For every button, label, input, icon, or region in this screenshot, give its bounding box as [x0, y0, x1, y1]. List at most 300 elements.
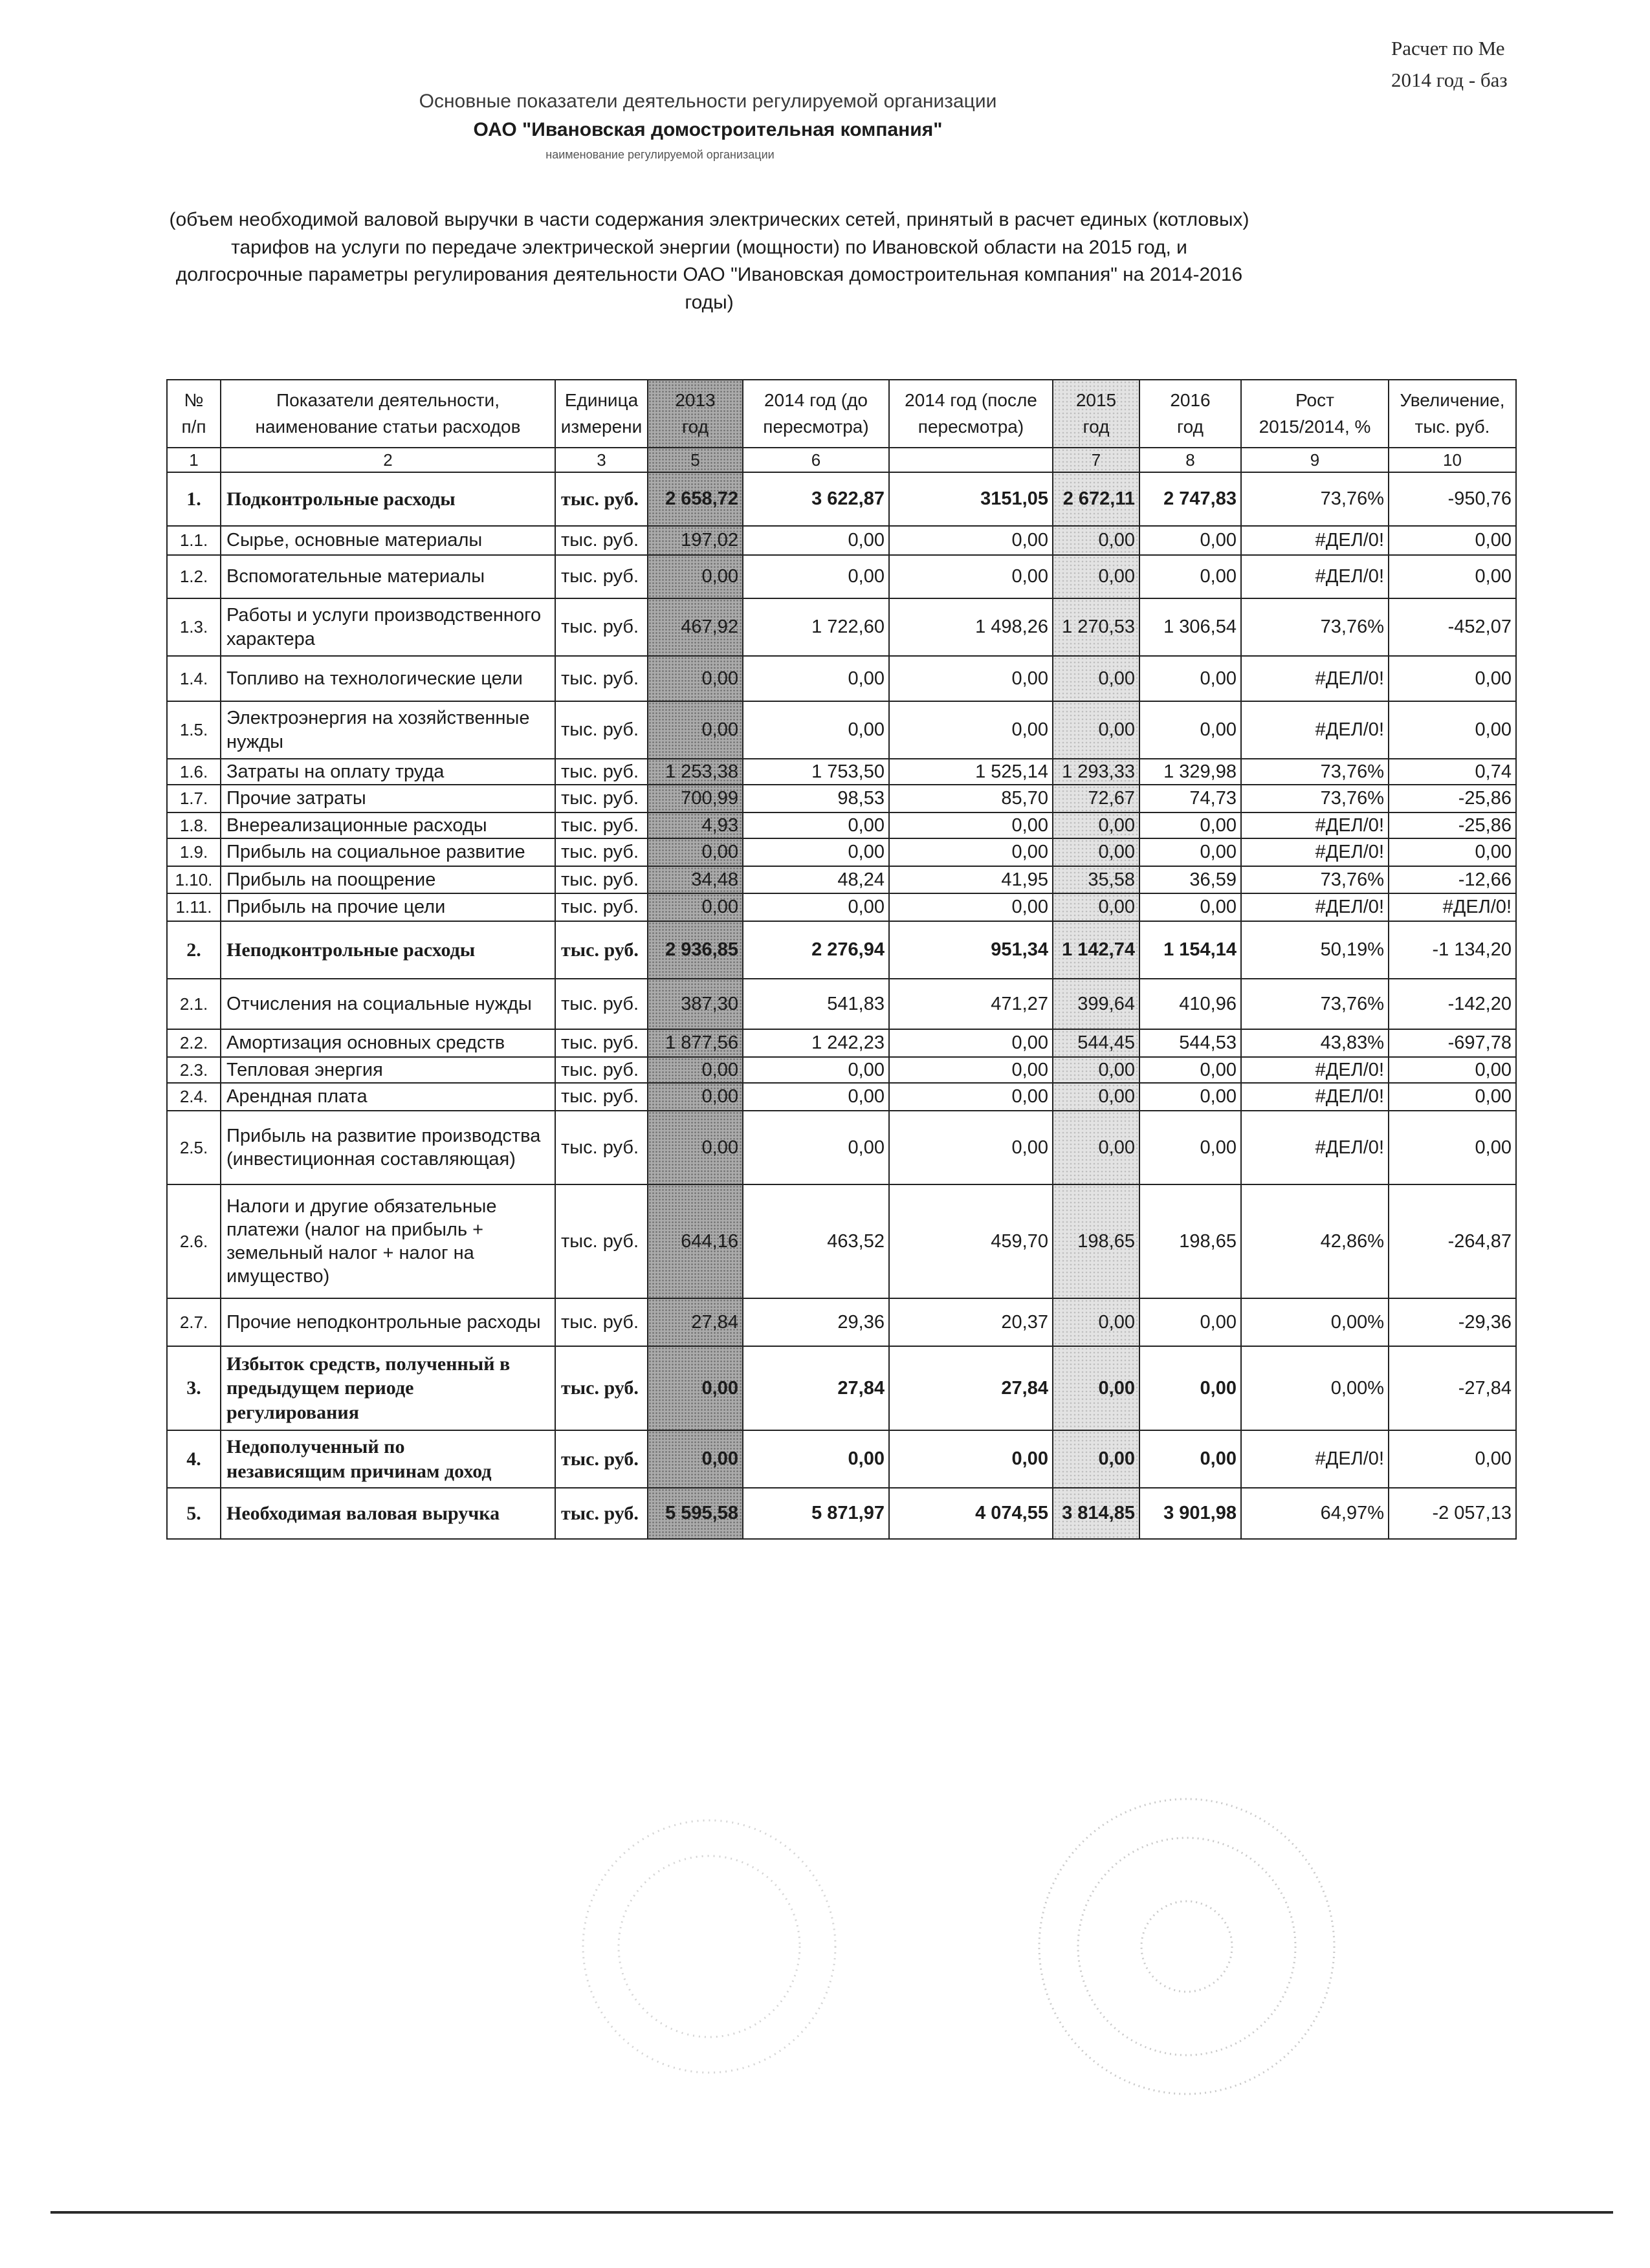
value-2016: 1 329,98	[1139, 759, 1241, 785]
column-header-line: 2013	[675, 389, 716, 410]
row-label-line: Внереализационные расходы	[226, 814, 487, 836]
row-label	[221, 1346, 555, 1430]
row-number: 1.11.	[167, 893, 221, 921]
value-2015: 544,45	[1053, 1029, 1139, 1057]
row-number: 1.7.	[167, 785, 221, 812]
row-label-line: Избыток средств, полученный в	[226, 1353, 511, 1375]
value-2013: 1 877,56	[648, 1029, 743, 1057]
table-row	[167, 1184, 1516, 1298]
description-line: годы)	[685, 292, 734, 314]
value-2014-before-revision: 27,84	[743, 1346, 889, 1430]
table-row	[167, 893, 1516, 921]
value-2014-before-revision: 1 753,50	[743, 759, 889, 785]
row-label-line: Тепловая энергия	[226, 1059, 383, 1080]
organization-name: ОАО "Ивановская домостроительная компания"	[473, 119, 943, 140]
value-2016: 36,59	[1139, 866, 1241, 893]
column-header-line: 2016	[1170, 389, 1211, 410]
column-header-line: 2014 год (после	[905, 389, 1037, 410]
unit: тыс. руб.	[555, 1057, 648, 1083]
value-2014-after-revision: 41,95	[889, 866, 1053, 893]
row-label-line: Электроэнергия на хозяйственные	[226, 708, 530, 729]
value-2014-before-revision: 0,00	[743, 812, 889, 838]
value-2015: 0,00	[1053, 526, 1139, 555]
table-row	[167, 979, 1516, 1029]
value-2013: 644,16	[648, 1184, 743, 1298]
row-label-line: земельный налог + налог на	[226, 1243, 474, 1263]
value-2016: 0,00	[1139, 555, 1241, 598]
table-row	[167, 785, 1516, 812]
value-2015: 0,00	[1053, 1057, 1139, 1083]
value-2014-before-revision: 0,00	[743, 555, 889, 598]
column-header-value-2014-before-revision	[743, 380, 889, 448]
row-label	[221, 921, 555, 979]
column-header-unit	[555, 380, 648, 448]
column-number: 6	[743, 448, 889, 472]
table-row	[167, 866, 1516, 893]
value-2014-after-revision: 0,00	[889, 812, 1053, 838]
row-label	[221, 759, 555, 785]
row-label-line: предыдущем периоде	[226, 1377, 414, 1399]
value-2016: 1 306,54	[1139, 598, 1241, 656]
value-2014-before-revision: 0,00	[743, 1111, 889, 1184]
row-label	[221, 1057, 555, 1083]
unit: тыс. руб.	[555, 866, 648, 893]
column-header-line: пересмотра)	[918, 416, 1024, 437]
value-2014-before-revision: 0,00	[743, 701, 889, 759]
growth-2015-2014: 73,76%	[1241, 866, 1389, 893]
row-label-line: Прибыль на поощрение	[226, 869, 436, 890]
column-header-line: Показатели деятельности,	[276, 389, 500, 410]
unit: тыс. руб.	[555, 979, 648, 1029]
column-header-line: 2015/2014, %	[1259, 416, 1371, 437]
increase: 0,00	[1389, 526, 1516, 555]
value-2015: 0,00	[1053, 1083, 1139, 1111]
row-number: 1.3.	[167, 598, 221, 656]
column-header-line: Увеличение,	[1400, 389, 1505, 410]
value-2014-after-revision: 20,37	[889, 1298, 1053, 1346]
growth-2015-2014: 73,76%	[1241, 785, 1389, 812]
value-2013: 0,00	[648, 1346, 743, 1430]
row-label-line: имущество)	[226, 1266, 330, 1287]
value-2013: 5 595,58	[648, 1488, 743, 1539]
unit: тыс. руб.	[555, 1430, 648, 1488]
row-number: 2.6.	[167, 1184, 221, 1298]
unit: тыс. руб.	[555, 598, 648, 656]
growth-2015-2014: #ДЕЛ/0!	[1241, 526, 1389, 555]
unit: тыс. руб.	[555, 921, 648, 979]
column-number: 7	[1053, 448, 1139, 472]
row-label-line: Прочие неподконтрольные расходы	[226, 1311, 541, 1333]
table-row	[167, 812, 1516, 838]
growth-2015-2014: 50,19%	[1241, 921, 1389, 979]
value-2013: 2 658,72	[648, 472, 743, 526]
value-2016: 198,65	[1139, 1184, 1241, 1298]
table-row	[167, 1488, 1516, 1539]
value-2014-before-revision: 1 242,23	[743, 1029, 889, 1057]
row-label-line: Затраты на оплату труда	[226, 761, 445, 782]
value-2013: 0,00	[648, 893, 743, 921]
row-label	[221, 838, 555, 866]
value-2014-before-revision: 0,00	[743, 838, 889, 866]
growth-2015-2014: 73,76%	[1241, 598, 1389, 656]
value-2014-before-revision: 463,52	[743, 1184, 889, 1298]
row-label-line: Прочие затраты	[226, 788, 366, 809]
table-row	[167, 1298, 1516, 1346]
value-2015: 0,00	[1053, 555, 1139, 598]
increase: 0,00	[1389, 656, 1516, 701]
table-row	[167, 526, 1516, 555]
table-row	[167, 759, 1516, 785]
column-header-line: год	[1083, 416, 1110, 437]
column-number	[889, 448, 1053, 472]
row-number: 1.4.	[167, 656, 221, 701]
value-2014-before-revision: 0,00	[743, 893, 889, 921]
value-2013: 0,00	[648, 555, 743, 598]
column-number: 5	[648, 448, 743, 472]
value-2016: 0,00	[1139, 838, 1241, 866]
value-2015: 0,00	[1053, 1430, 1139, 1488]
value-2013: 467,92	[648, 598, 743, 656]
unit: тыс. руб.	[555, 1346, 648, 1430]
value-2013: 0,00	[648, 701, 743, 759]
increase: 0,00	[1389, 701, 1516, 759]
increase: 0,00	[1389, 1083, 1516, 1111]
row-label	[221, 979, 555, 1029]
table-row	[167, 472, 1516, 526]
column-number: 8	[1139, 448, 1241, 472]
row-number: 1.1.	[167, 526, 221, 555]
row-label	[221, 1298, 555, 1346]
value-2015: 1 142,74	[1053, 921, 1139, 979]
increase: 0,74	[1389, 759, 1516, 785]
unit: тыс. руб.	[555, 1083, 648, 1111]
row-label-line: Прибыль на социальное развитие	[226, 842, 525, 863]
value-2015: 0,00	[1053, 812, 1139, 838]
table-row	[167, 838, 1516, 866]
table-row	[167, 1346, 1516, 1430]
description-line: тарифов на услуги по передаче электрической энергии (мощности) по Ивановской области на 2015 год, и	[231, 236, 1187, 258]
value-2014-after-revision: 0,00	[889, 656, 1053, 701]
value-2013: 2 936,85	[648, 921, 743, 979]
value-2014-before-revision: 0,00	[743, 1430, 889, 1488]
table-row	[167, 1083, 1516, 1111]
unit: тыс. руб.	[555, 785, 648, 812]
table-row	[167, 921, 1516, 979]
row-label	[221, 1111, 555, 1184]
row-label-line: Недополученный по	[226, 1436, 405, 1457]
value-2015: 0,00	[1053, 656, 1139, 701]
growth-2015-2014: #ДЕЛ/0!	[1241, 1083, 1389, 1111]
unit: тыс. руб.	[555, 555, 648, 598]
row-label-line: Прибыль на прочие цели	[226, 897, 446, 918]
row-label	[221, 472, 555, 526]
row-label	[221, 598, 555, 656]
unit: тыс. руб.	[555, 1488, 648, 1539]
value-2014-after-revision: 0,00	[889, 1057, 1053, 1083]
increase: -697,78	[1389, 1029, 1516, 1057]
column-number-row	[167, 448, 1516, 472]
value-2015: 399,64	[1053, 979, 1139, 1029]
value-2013: 1 253,38	[648, 759, 743, 785]
value-2016: 3 901,98	[1139, 1488, 1241, 1539]
row-label	[221, 1488, 555, 1539]
row-label	[221, 701, 555, 759]
column-number: 3	[555, 448, 648, 472]
value-2014-after-revision: 471,27	[889, 979, 1053, 1029]
column-header-line: пересмотра)	[763, 416, 869, 437]
column-header-line: измерени	[560, 416, 643, 437]
column-number: 9	[1241, 448, 1389, 472]
value-2014-before-revision: 98,53	[743, 785, 889, 812]
value-2014-after-revision: 0,00	[889, 838, 1053, 866]
growth-2015-2014: 0,00%	[1241, 1346, 1389, 1430]
unit: тыс. руб.	[555, 1184, 648, 1298]
value-2016: 0,00	[1139, 1298, 1241, 1346]
value-2014-before-revision: 1 722,60	[743, 598, 889, 656]
value-2016: 0,00	[1139, 1057, 1241, 1083]
value-2013: 197,02	[648, 526, 743, 555]
unit: тыс. руб.	[555, 701, 648, 759]
unit: тыс. руб.	[555, 759, 648, 785]
value-2016: 0,00	[1139, 893, 1241, 921]
value-2014-before-revision: 48,24	[743, 866, 889, 893]
growth-2015-2014: #ДЕЛ/0!	[1241, 893, 1389, 921]
column-number: 2	[221, 448, 555, 472]
table-row	[167, 555, 1516, 598]
value-2014-after-revision: 0,00	[889, 893, 1053, 921]
row-label-line: Налоги и другие обязательные	[226, 1195, 497, 1217]
increase: -142,20	[1389, 979, 1516, 1029]
value-2015: 3 814,85	[1053, 1488, 1139, 1539]
value-2013: 0,00	[648, 1057, 743, 1083]
row-label-line: Отчисления на социальные нужды	[226, 993, 532, 1014]
value-2016: 0,00	[1139, 526, 1241, 555]
value-2014-before-revision: 0,00	[743, 656, 889, 701]
value-2015: 0,00	[1053, 701, 1139, 759]
growth-2015-2014: 0,00%	[1241, 1298, 1389, 1346]
value-2014-before-revision: 3 622,87	[743, 472, 889, 526]
value-2014-before-revision: 0,00	[743, 1083, 889, 1111]
value-2014-after-revision: 27,84	[889, 1346, 1053, 1430]
row-number: 2.	[167, 921, 221, 979]
stamp-right	[1039, 1799, 1334, 2094]
table-row	[167, 656, 1516, 701]
row-number: 1.8.	[167, 812, 221, 838]
value-2015: 0,00	[1053, 1111, 1139, 1184]
table-row	[167, 598, 1516, 656]
row-number: 1.9.	[167, 838, 221, 866]
value-2014-after-revision: 85,70	[889, 785, 1053, 812]
value-2016: 0,00	[1139, 701, 1241, 759]
row-label	[221, 555, 555, 598]
unit: тыс. руб.	[555, 812, 648, 838]
column-number: 1	[167, 448, 221, 472]
value-2014-after-revision: 1 498,26	[889, 598, 1053, 656]
value-2016: 74,73	[1139, 785, 1241, 812]
value-2013: 700,99	[648, 785, 743, 812]
value-2014-after-revision: 0,00	[889, 1111, 1053, 1184]
row-number: 5.	[167, 1488, 221, 1539]
increase: -25,86	[1389, 785, 1516, 812]
stamps	[550, 1785, 1378, 2109]
value-2014-after-revision: 0,00	[889, 701, 1053, 759]
value-2015: 2 672,11	[1053, 472, 1139, 526]
column-header-line: год	[682, 416, 709, 437]
increase: 0,00	[1389, 838, 1516, 866]
value-2013: 0,00	[648, 1083, 743, 1111]
column-header-line: год	[1177, 416, 1204, 437]
increase: 0,00	[1389, 1111, 1516, 1184]
value-2013: 0,00	[648, 1111, 743, 1184]
row-label	[221, 1184, 555, 1298]
increase: -264,87	[1389, 1184, 1516, 1298]
increase: 0,00	[1389, 555, 1516, 598]
unit: тыс. руб.	[555, 526, 648, 555]
value-2015: 1 293,33	[1053, 759, 1139, 785]
unit: тыс. руб.	[555, 1298, 648, 1346]
stamp-left	[583, 1820, 835, 2073]
value-2013: 4,93	[648, 812, 743, 838]
increase: -12,66	[1389, 866, 1516, 893]
value-2015: 72,67	[1053, 785, 1139, 812]
column-header-line: Рост	[1295, 389, 1334, 410]
description-line: долгосрочные параметры регулирования деятельности ОАО "Ивановская домостроительная компания" на 2014-2016	[175, 264, 1243, 286]
value-2016: 1 154,14	[1139, 921, 1241, 979]
column-header-line: п/п	[181, 416, 206, 437]
row-label-line: (инвестиционная составляющая)	[226, 1149, 516, 1170]
row-label-line: характера	[226, 628, 315, 649]
row-number: 3.	[167, 1346, 221, 1430]
value-2016: 0,00	[1139, 1111, 1241, 1184]
document-title: Основные показатели деятельности регулируемой организации	[419, 91, 997, 112]
growth-2015-2014: #ДЕЛ/0!	[1241, 1430, 1389, 1488]
corner-note-line: Расчет по Ме	[1391, 37, 1505, 60]
growth-2015-2014: #ДЕЛ/0!	[1241, 555, 1389, 598]
value-2015: 0,00	[1053, 1346, 1139, 1430]
growth-2015-2014: 73,76%	[1241, 472, 1389, 526]
growth-2015-2014: #ДЕЛ/0!	[1241, 812, 1389, 838]
corner-note	[1391, 32, 1521, 96]
unit: тыс. руб.	[555, 472, 648, 526]
value-2016: 2 747,83	[1139, 472, 1241, 526]
growth-2015-2014: #ДЕЛ/0!	[1241, 701, 1389, 759]
row-number: 2.2.	[167, 1029, 221, 1057]
column-header-value-2015	[1053, 380, 1139, 448]
value-2016: 410,96	[1139, 979, 1241, 1029]
value-2014-after-revision: 0,00	[889, 526, 1053, 555]
value-2014-before-revision: 5 871,97	[743, 1488, 889, 1539]
value-2015: 0,00	[1053, 838, 1139, 866]
increase: 0,00	[1389, 1430, 1516, 1488]
row-label-line: Амортизация основных средств	[226, 1032, 505, 1054]
increase: -29,36	[1389, 1298, 1516, 1346]
table-row	[167, 701, 1516, 759]
row-number: 2.1.	[167, 979, 221, 1029]
value-2013: 387,30	[648, 979, 743, 1029]
growth-2015-2014: 73,76%	[1241, 979, 1389, 1029]
row-label-line: нужды	[226, 731, 284, 752]
table-header-row	[167, 380, 1516, 448]
column-header-row-label	[221, 380, 555, 448]
row-label-line: Прибыль на развитие производства	[226, 1125, 541, 1146]
column-header-line: 2015	[1075, 389, 1117, 410]
column-number: 10	[1389, 448, 1516, 472]
row-number: 2.4.	[167, 1083, 221, 1111]
unit: тыс. руб.	[555, 1029, 648, 1057]
value-2015: 0,00	[1053, 1298, 1139, 1346]
row-number: 1.10.	[167, 866, 221, 893]
increase: 0,00	[1389, 1057, 1516, 1083]
column-header-value-2014-after-revision	[889, 380, 1053, 448]
row-label	[221, 1083, 555, 1111]
column-header-line: наименование статьи расходов	[255, 416, 521, 437]
table-row	[167, 1430, 1516, 1488]
row-label	[221, 893, 555, 921]
value-2014-after-revision: 3151,05	[889, 472, 1053, 526]
indicators-table	[166, 379, 1517, 1540]
row-number: 4.	[167, 1430, 221, 1488]
value-2016: 0,00	[1139, 1346, 1241, 1430]
increase: -950,76	[1389, 472, 1516, 526]
increase: -1 134,20	[1389, 921, 1516, 979]
row-number: 2.7.	[167, 1298, 221, 1346]
column-header-value-2016	[1139, 380, 1241, 448]
column-header-line: Единица	[564, 389, 639, 410]
value-2015: 0,00	[1053, 893, 1139, 921]
value-2014-before-revision: 2 276,94	[743, 921, 889, 979]
row-number: 2.5.	[167, 1111, 221, 1184]
column-header-growth-2015-2014	[1241, 380, 1389, 448]
row-number: 2.3.	[167, 1057, 221, 1083]
row-label-line: Вспомогательные материалы	[226, 566, 485, 587]
row-label	[221, 656, 555, 701]
column-header-row-number	[167, 380, 221, 448]
value-2014-after-revision: 4 074,55	[889, 1488, 1053, 1539]
unit: тыс. руб.	[555, 838, 648, 866]
unit: тыс. руб.	[555, 1111, 648, 1184]
row-label-line: Работы и услуги производственного	[226, 605, 542, 626]
value-2016: 0,00	[1139, 1430, 1241, 1488]
row-label-line: платежи (налог на прибыль +	[226, 1219, 484, 1240]
row-label-line: Неподконтрольные расходы	[226, 939, 476, 961]
growth-2015-2014: #ДЕЛ/0!	[1241, 1111, 1389, 1184]
growth-2015-2014: #ДЕЛ/0!	[1241, 838, 1389, 866]
corner-note-line: 2014 год - баз	[1391, 69, 1508, 91]
column-header-value-2013	[648, 380, 743, 448]
value-2014-before-revision: 0,00	[743, 526, 889, 555]
row-label-line: регулирования	[226, 1401, 359, 1423]
increase: #ДЕЛ/0!	[1389, 893, 1516, 921]
value-2016: 0,00	[1139, 1083, 1241, 1111]
growth-2015-2014: #ДЕЛ/0!	[1241, 656, 1389, 701]
row-label	[221, 526, 555, 555]
row-number: 1.5.	[167, 701, 221, 759]
row-label-line: независящим причинам доход	[226, 1460, 492, 1482]
growth-2015-2014: 42,86%	[1241, 1184, 1389, 1298]
table-row	[167, 1111, 1516, 1184]
column-header-increase	[1389, 380, 1516, 448]
increase: -452,07	[1389, 598, 1516, 656]
column-header-line: 2014 год (до	[764, 389, 868, 410]
row-label	[221, 1430, 555, 1488]
value-2014-after-revision: 0,00	[889, 1083, 1053, 1111]
unit: тыс. руб.	[555, 656, 648, 701]
table-row	[167, 1029, 1516, 1057]
row-number: 1.2.	[167, 555, 221, 598]
value-2015: 35,58	[1053, 866, 1139, 893]
row-label-line: Топливо на технологические цели	[226, 668, 523, 689]
row-label	[221, 1029, 555, 1057]
